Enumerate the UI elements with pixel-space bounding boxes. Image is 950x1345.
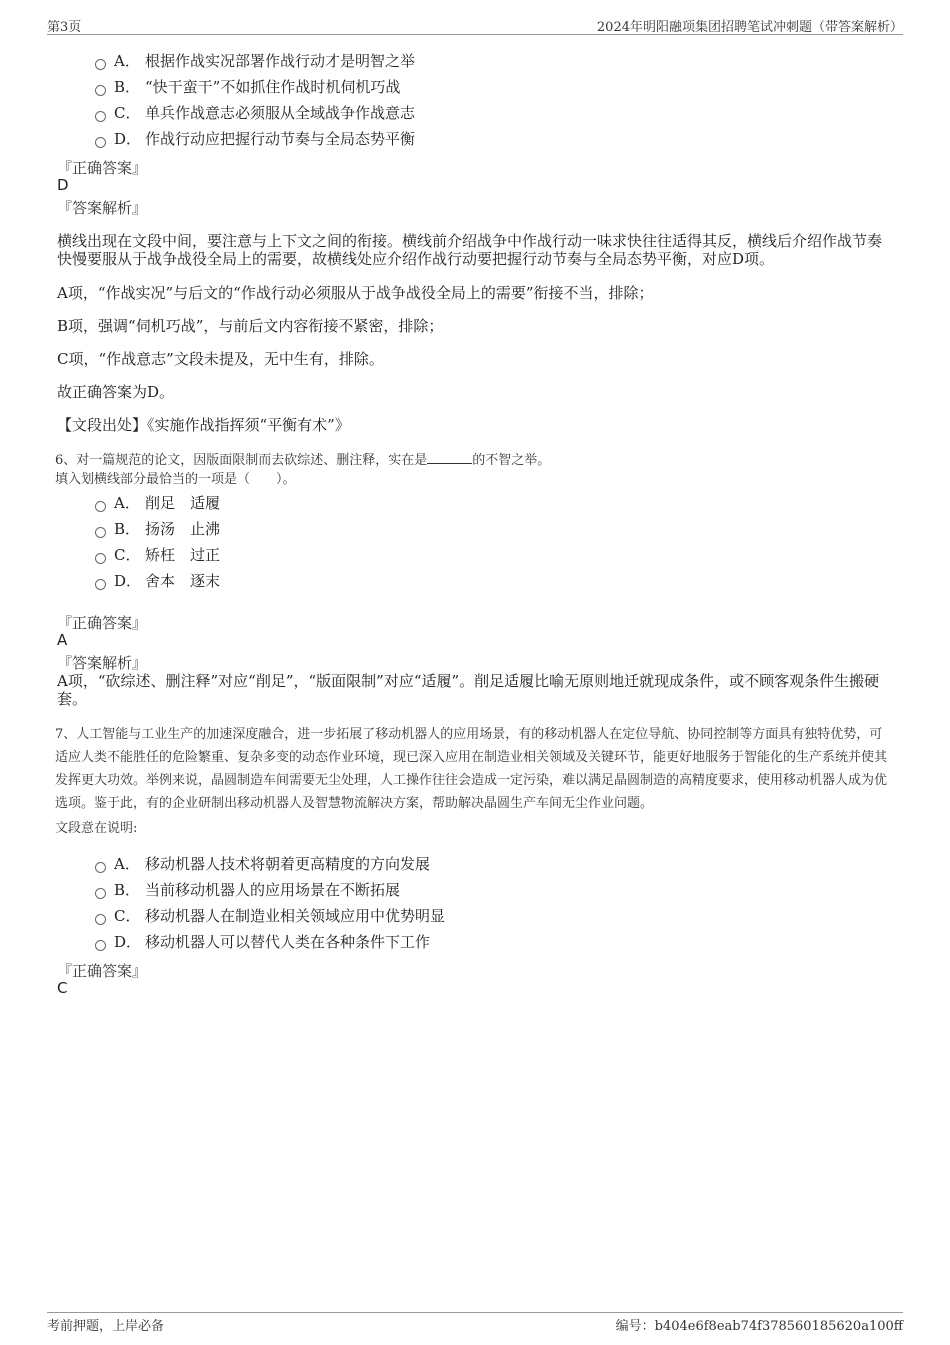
q5-analysis-label: 『答案解析』 — [57, 199, 148, 217]
q6-answer: A — [57, 631, 68, 649]
page-header — [47, 14, 903, 35]
q6-option-c[interactable]: C． 矫枉 过正 — [95, 545, 220, 565]
document-title: 2024年明阳融项集团招聘笔试冲刺题（带答案解析） — [596, 20, 903, 35]
radio-icon[interactable] — [95, 579, 106, 590]
q6-analysis-label: 『答案解析』 — [57, 654, 148, 672]
radio-icon[interactable] — [95, 527, 106, 538]
radio-icon[interactable] — [95, 888, 106, 899]
q5-option-a[interactable]: A． 根据作战实况部署作战行动才是明智之举 — [95, 51, 415, 71]
radio-icon[interactable] — [95, 111, 106, 122]
q5-answer-label: 『正确答案』 — [57, 159, 148, 177]
radio-icon[interactable] — [95, 914, 106, 925]
q6-answer-label: 『正确答案』 — [57, 614, 148, 632]
q5-conclusion: 故正确答案为D。 — [57, 383, 175, 401]
fill-blank — [427, 451, 472, 464]
footer-slogan: 考前押题，上岸必备 — [47, 1319, 165, 1334]
radio-icon[interactable] — [95, 501, 106, 512]
radio-icon[interactable] — [95, 59, 106, 70]
q5-option-c[interactable]: C． 单兵作战意志必须服从全域战争作战意志 — [95, 103, 415, 123]
q5-option-d[interactable]: D． 作战行动应把握行动节奏与全局态势平衡 — [95, 129, 415, 149]
q5-analysis-a: A项，“作战实况”与后文的“作战行动必须服从于战争战役全局上的需要”衔接不当，排除； — [57, 284, 654, 302]
q7-option-b[interactable]: B． 当前移动机器人的应用场景在不断拓展 — [95, 880, 400, 900]
q5-source: 【文段出处】《实施作战指挥须“平衡有术”》 — [57, 416, 350, 434]
q5-answer: D — [57, 176, 69, 194]
q7-stem: 7、人工智能与工业生产的加速深度融合，进一步拓展了移动机器人的应用场景，有的移动机器人在定位导航、协同控制等方面具有独特优势，可适应人类不能胜任的危险繁重、复杂多变的动态作业环境，现已深入应用在制造业相关领域及关键环节，能更好地服务于智能化的生产系统并使其发挥更大功效。举例来说，晶圆制造车间需要无尘处理，人工操作往往会造成一定污染，难以满足晶圆制造的高精度要求，使用移动机器人成为优选项。鉴于此，有的企业研制出移动机器人及智慧物流解决方案，帮助解决晶圆生产车间无尘作业问题。 — [55, 727, 888, 811]
q7-answer: C — [57, 979, 68, 997]
q6-option-d[interactable]: D． 舍本 逐末 — [95, 571, 220, 591]
q6-option-b[interactable]: B． 扬汤 止沸 — [95, 519, 220, 539]
q5-analysis-c: C项，“作战意志”文段未提及，无中生有，排除。 — [57, 350, 384, 368]
radio-icon[interactable] — [95, 862, 106, 873]
radio-icon[interactable] — [95, 85, 106, 96]
page-number: 第3页 — [47, 20, 82, 35]
radio-icon[interactable] — [95, 137, 106, 148]
q7-option-a[interactable]: A． 移动机器人技术将朝着更高精度的方向发展 — [95, 854, 430, 874]
q7-option-c[interactable]: C． 移动机器人在制造业相关领域应用中优势明显 — [95, 906, 445, 926]
radio-icon[interactable] — [95, 940, 106, 951]
q5-option-b[interactable]: B． “快干蛮干”不如抓住作战时机伺机巧战 — [95, 77, 400, 97]
q6-instruction: 填入划横线部分最恰当的一项是（ ）。 — [55, 472, 296, 487]
radio-icon[interactable] — [95, 553, 106, 564]
q7-answer-label: 『正确答案』 — [57, 962, 148, 980]
q5-analysis-b: B项，强调“伺机巧战”，与前后文内容衔接不紧密，排除； — [57, 317, 444, 335]
document-id: 编号：b404e6f8eab74f378560185620a100ff — [615, 1319, 903, 1334]
page-footer — [47, 1312, 903, 1333]
q5-analysis-paragraph: 横线出现在文段中间，要注意与上下文之间的衔接。横线前介绍战争中作战行动一味求快往往适得其反，横线后介绍作战节奏快慢要服从于战争战役全局上的需要，故横线处应介绍作战行动要把握行动节奏与全局态势平衡，对应D项。 — [57, 232, 883, 268]
q7-option-d[interactable]: D． 移动机器人可以替代人类在各种条件下工作 — [95, 932, 430, 952]
q7-question: 文段意在说明: — [55, 821, 138, 836]
q6-analysis: A项，“砍综述、删注释”对应“削足”，“版面限制”对应“适履”。削足适履比喻无原则地迁就现成条件，或不顾客观条件生搬硬套。 — [57, 672, 880, 708]
q6-stem: 6、对一篇规范的论文，因版面限制而去砍综述、删注释，实在是 的不智之举。 — [55, 453, 551, 468]
q6-option-a[interactable]: A． 削足 适履 — [95, 493, 220, 513]
